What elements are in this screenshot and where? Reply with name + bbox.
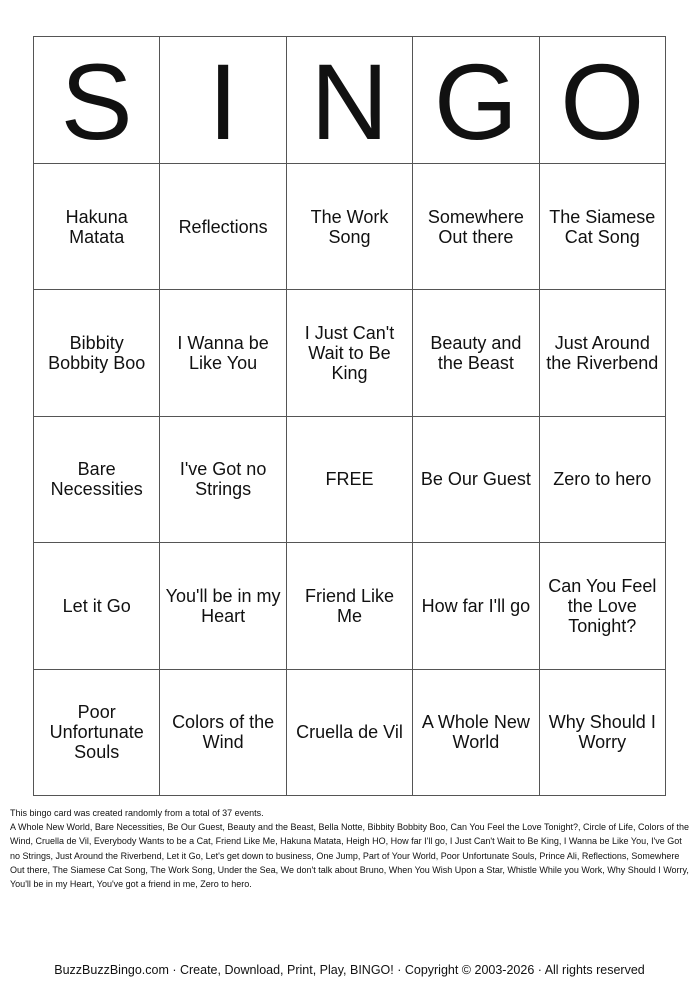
bingo-cell-r4c2: You'll be in my Heart — [160, 543, 286, 669]
bingo-cell-r1c3: The Work Song — [287, 164, 413, 290]
bingo-cell-r5c4: A Whole New World — [413, 670, 539, 796]
header-letter-s: S — [34, 37, 160, 164]
bingo-cell-r3c5: Zero to hero — [540, 417, 666, 543]
bingo-cell-r5c1: Poor Unfortunate Souls — [34, 670, 160, 796]
header-letter-g: G — [413, 37, 539, 164]
free-space-cell: FREE — [287, 417, 413, 543]
bingo-cell-r2c4: Beauty and the Beast — [413, 290, 539, 416]
bingo-card — [33, 36, 666, 796]
bingo-cell-r5c5: Why Should I Worry — [540, 670, 666, 796]
bingo-cell-r4c3: Friend Like Me — [287, 543, 413, 669]
bingo-cell-r1c1: Hakuna Matata — [34, 164, 160, 290]
bingo-cell-r3c4: Be Our Guest — [413, 417, 539, 543]
card-summary: This bingo card was created randomly from a total of 37 events. — [10, 808, 264, 818]
footer-copyright: BuzzBuzzBingo.com · Create, Download, Print, Play, BINGO! · Copyright © 2003-2026 · All rights reserved — [54, 963, 645, 977]
bingo-cell-r3c1: Bare Necessities — [34, 417, 160, 543]
bingo-cell-r2c5: Just Around the Riverbend — [540, 290, 666, 416]
bingo-cell-r1c4: Somewhere Out there — [413, 164, 539, 290]
bingo-cell-r4c5: Can You Feel the Love Tonight? — [540, 543, 666, 669]
bingo-cell-r1c5: The Siamese Cat Song — [540, 164, 666, 290]
card-info — [10, 806, 690, 891]
bingo-cell-r3c2: I've Got no Strings — [160, 417, 286, 543]
bingo-cell-r2c2: I Wanna be Like You — [160, 290, 286, 416]
header-letter-n: N — [287, 37, 413, 164]
bingo-cell-r2c3: I Just Can't Wait to Be King — [287, 290, 413, 416]
bingo-cell-r5c3: Cruella de Vil — [287, 670, 413, 796]
bingo-cell-r5c2: Colors of the Wind — [160, 670, 286, 796]
bingo-cell-r2c1: Bibbity Bobbity Boo — [34, 290, 160, 416]
bingo-cell-r1c2: Reflections — [160, 164, 286, 290]
bingo-cell-r4c1: Let it Go — [34, 543, 160, 669]
header-letter-i: I — [160, 37, 286, 164]
bingo-cell-r4c4: How far I'll go — [413, 543, 539, 669]
header-letter-o: O — [540, 37, 666, 164]
event-list: A Whole New World, Bare Necessities, Be Our Guest, Beauty and the Beast, Bella Notte, Bibbity Bobbity Boo, Can You Feel the Love Tonight?, Circle of Life, Colors of the Wind, Cruella de Vil, Everybody Wants to be a Cat, Friend Like Me, Hakuna Matata, Heigh HO, How far I'll go, I Just Can't Wait to Be King, I Wanna be Like You, I've Got no Strings, Just Around the Riverbend, Let it Go, Let's get down to business, One Jump, Part of Your World, Poor Unfortunate Souls, Prince Ali, Reflections, Somewhere Out there, The Siamese Cat Song, The Work Song, Under the Sea, We don't talk about Bruno, When You Wish Upon a Star, Whistle While you Work, Why Should I Worry, You'll be in my Heart, You've got a friend in me, Zero to hero. — [10, 822, 690, 890]
